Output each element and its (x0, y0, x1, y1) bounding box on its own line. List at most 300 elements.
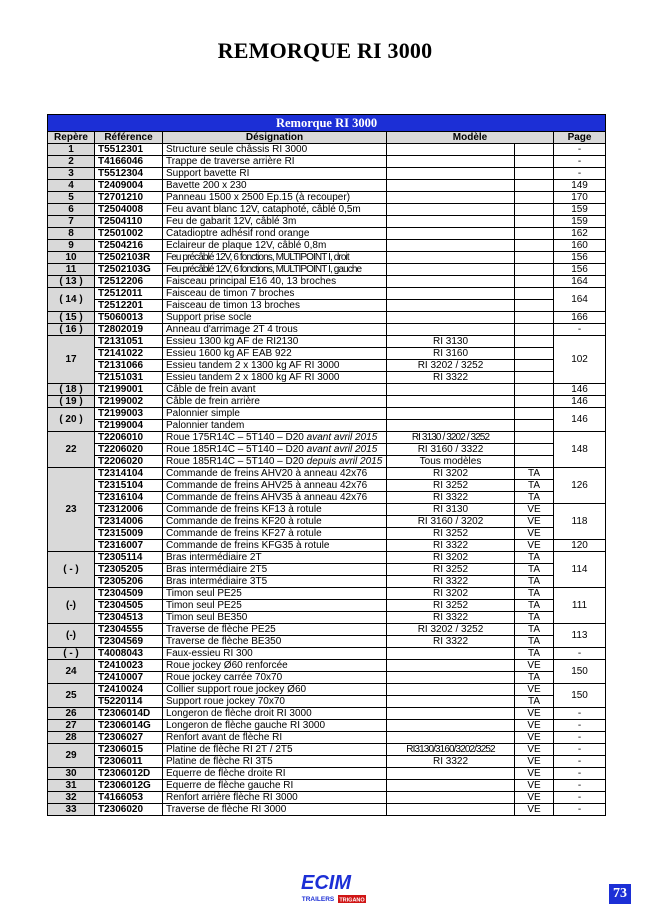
designation-text: Eclaireur de plaque 12V, câblé 0,8m (166, 240, 327, 251)
table-row (48, 516, 606, 528)
cell-reference: T5060013 (95, 312, 163, 324)
cell-variant (515, 264, 554, 276)
table-row (48, 456, 606, 468)
cell-reference: T2314006 (95, 516, 163, 528)
cell-page: - (554, 804, 606, 816)
cell-reference: T2504216 (95, 240, 163, 252)
designation-text: Equerre de flèche droite RI (166, 768, 286, 779)
designation-text: Bras intermédiaire 3T5 (166, 576, 268, 587)
designation-text: Panneau 1500 x 2500 Ep.15 (à recouper) (166, 192, 351, 203)
table-row (48, 252, 606, 264)
cell-variant: TA (515, 564, 554, 576)
cell-reference: T2304509 (95, 588, 163, 600)
cell-modele: RI 3252 (387, 600, 515, 612)
cell-reference: T2306012D (95, 768, 163, 780)
cell-variant (515, 192, 554, 204)
cell-variant: VE (515, 540, 554, 552)
cell-repere: 32 (48, 792, 95, 804)
cell-designation (163, 588, 387, 600)
cell-variant (515, 144, 554, 156)
cell-designation (163, 432, 387, 444)
cell-modele: RI 3322 (387, 540, 515, 552)
table-row (48, 624, 606, 636)
designation-text: Bras intermédiaire 2T5 (166, 564, 268, 575)
designation-text: Support prise socle (166, 312, 252, 323)
table-row (48, 780, 606, 792)
cell-designation (163, 468, 387, 480)
cell-repere: ( - ) (48, 648, 95, 660)
designation-text: Commande de freins AHV35 à anneau 42x76 (166, 492, 368, 503)
table-row (48, 444, 606, 456)
cell-variant (515, 240, 554, 252)
table-row (48, 192, 606, 204)
cell-page: - (554, 156, 606, 168)
cell-reference: T5512304 (95, 168, 163, 180)
cell-modele: RI 3322 (387, 636, 515, 648)
cell-page: 118 (554, 504, 606, 540)
cell-reference: T2504110 (95, 216, 163, 228)
cell-designation (163, 252, 387, 264)
cell-variant: VE (515, 684, 554, 696)
designation-text: Feu précâblé 12V, 6 fonctions, MULTIPOINT I, gauche (166, 264, 362, 275)
designation-text: Traverse de flèche RI 3000 (166, 804, 287, 815)
cell-page: 162 (554, 228, 606, 240)
designation-text: Commande de freins AHV20 à anneau 42x76 (166, 468, 368, 479)
cell-page: 120 (554, 540, 606, 552)
cell-variant: TA (515, 636, 554, 648)
cell-variant: VE (515, 744, 554, 756)
cell-variant (515, 300, 554, 312)
designation-text: Bavette 200 x 230 (166, 180, 247, 191)
cell-repere: 2 (48, 156, 95, 168)
cell-variant: TA (515, 576, 554, 588)
cell-designation (163, 300, 387, 312)
cell-designation (163, 372, 387, 384)
cell-modele: RI 3322 (387, 756, 515, 768)
cell-designation (163, 456, 387, 468)
cell-variant (515, 180, 554, 192)
table-row (48, 564, 606, 576)
header-page: Page (554, 132, 606, 144)
cell-variant (515, 432, 554, 444)
designation-text: Roue 185R14C – 5T140 – D20 (166, 456, 307, 467)
cell-reference: T2306014D (95, 708, 163, 720)
cell-repere: ( 16 ) (48, 324, 95, 336)
cell-page: 150 (554, 660, 606, 684)
cell-designation (163, 348, 387, 360)
cell-variant (515, 324, 554, 336)
cell-reference: T2305205 (95, 564, 163, 576)
table-row (48, 396, 606, 408)
cell-reference: T2315009 (95, 528, 163, 540)
cell-designation (163, 708, 387, 720)
cell-variant (515, 444, 554, 456)
table-row (48, 492, 606, 504)
designation-text: Câble de frein arrière (166, 396, 260, 407)
cell-repere: 24 (48, 660, 95, 684)
cell-repere: 33 (48, 804, 95, 816)
table-body (48, 144, 606, 816)
designation-text: Traverse de flèche PE25 (166, 624, 276, 635)
designation-note: avant avril 2015 (306, 432, 378, 443)
designation-text: Traverse de flèche BE350 (166, 636, 282, 647)
cell-designation (163, 564, 387, 576)
cell-modele (387, 684, 515, 696)
table-row (48, 552, 606, 564)
table-row (48, 480, 606, 492)
table-row (48, 276, 606, 288)
table-row (48, 288, 606, 300)
cell-page: 156 (554, 264, 606, 276)
cell-reference: T2410024 (95, 684, 163, 696)
cell-reference: T2410007 (95, 672, 163, 684)
cell-modele (387, 204, 515, 216)
designation-text: Timon seul PE25 (166, 588, 242, 599)
page-number: 73 (609, 884, 631, 904)
designation-text: Structure seule châssis RI 3000 (166, 144, 308, 155)
table-row (48, 348, 606, 360)
cell-designation (163, 744, 387, 756)
designation-text: Commande de freins KF13 à rotule (166, 504, 322, 515)
cell-reference: T2199002 (95, 396, 163, 408)
cell-designation (163, 216, 387, 228)
cell-reference: T2206020 (95, 444, 163, 456)
cell-variant (515, 288, 554, 300)
designation-text: Commande de freins KFG35 à rotule (166, 540, 330, 551)
cell-variant: TA (515, 600, 554, 612)
cell-designation (163, 732, 387, 744)
cell-repere: 11 (48, 264, 95, 276)
cell-repere: ( - ) (48, 552, 95, 588)
cell-designation (163, 420, 387, 432)
page-title: REMORQUE RI 3000 (217, 38, 433, 63)
cell-modele (387, 720, 515, 732)
cell-modele (387, 708, 515, 720)
designation-text: Feu de gabarit 12V, câblé 3m (166, 216, 297, 227)
cell-repere: 7 (48, 216, 95, 228)
table-row (48, 708, 606, 720)
cell-modele: RI 3202 (387, 468, 515, 480)
cell-variant (515, 252, 554, 264)
cell-page: - (554, 324, 606, 336)
cell-modele: RI 3322 (387, 372, 515, 384)
cell-reference: T2199003 (95, 408, 163, 420)
cell-repere: 5 (48, 192, 95, 204)
cell-repere: 26 (48, 708, 95, 720)
cell-page: 102 (554, 336, 606, 384)
designation-text: Collier support roue jockey Ø60 (166, 684, 307, 695)
designation-text: Catadioptre adhésif rond orange (166, 228, 310, 239)
cell-modele (387, 300, 515, 312)
designation-text: Faisceau principal E16 40, 13 broches (166, 276, 337, 287)
table-row (48, 336, 606, 348)
cell-modele: Tous modèles (387, 456, 515, 468)
cell-reference: T2131051 (95, 336, 163, 348)
cell-modele: RI3130/3160/3202/3252 (387, 744, 515, 756)
cell-variant: VE (515, 756, 554, 768)
cell-repere: 8 (48, 228, 95, 240)
cell-designation (163, 636, 387, 648)
table-row (48, 468, 606, 480)
cell-designation (163, 204, 387, 216)
cell-variant: VE (515, 780, 554, 792)
cell-modele (387, 396, 515, 408)
table-row (48, 204, 606, 216)
cell-modele (387, 420, 515, 432)
cell-designation (163, 180, 387, 192)
cell-designation (163, 168, 387, 180)
cell-designation (163, 720, 387, 732)
cell-designation (163, 516, 387, 528)
cell-reference: T2315104 (95, 480, 163, 492)
logo-text: ECIM (301, 872, 351, 894)
cell-modele (387, 792, 515, 804)
cell-modele: RI 3252 (387, 564, 515, 576)
designation-note: depuis avril 2015 (306, 456, 383, 467)
cell-repere: (-) (48, 624, 95, 648)
designation-text: Feu avant blanc 12V, cataphoté, câblé 0,5m (166, 204, 361, 215)
cell-designation (163, 528, 387, 540)
cell-designation (163, 660, 387, 672)
cell-page: 159 (554, 216, 606, 228)
cell-repere: 4 (48, 180, 95, 192)
designation-text: Essieu 1300 kg AF de RI2130 (166, 336, 299, 347)
cell-repere: (-) (48, 588, 95, 624)
cell-modele (387, 228, 515, 240)
cell-reference: T2701210 (95, 192, 163, 204)
designation-text: Platine de flèche RI 3T5 (166, 756, 273, 767)
table-row (48, 300, 606, 312)
cell-variant: VE (515, 792, 554, 804)
cell-designation (163, 408, 387, 420)
cell-modele (387, 408, 515, 420)
cell-page: 146 (554, 396, 606, 408)
cell-page: - (554, 744, 606, 756)
cell-designation (163, 792, 387, 804)
table-row (48, 672, 606, 684)
cell-reference: T2512206 (95, 276, 163, 288)
table-row (48, 792, 606, 804)
logo-brand: TRIGANO (339, 897, 365, 904)
cell-page: - (554, 768, 606, 780)
cell-variant: TA (515, 672, 554, 684)
cell-designation (163, 336, 387, 348)
cell-repere: 29 (48, 744, 95, 768)
table-row (48, 576, 606, 588)
cell-variant: TA (515, 552, 554, 564)
cell-variant: TA (515, 588, 554, 600)
cell-repere: ( 14 ) (48, 288, 95, 312)
designation-text: Câble de frein avant (166, 384, 256, 395)
cell-page: 148 (554, 432, 606, 468)
cell-reference: T2501002 (95, 228, 163, 240)
cell-modele: RI 3252 (387, 528, 515, 540)
designation-text: Timon seul BE350 (166, 612, 248, 623)
cell-reference: T2306014G (95, 720, 163, 732)
cell-reference: T2199004 (95, 420, 163, 432)
cell-designation (163, 492, 387, 504)
cell-modele: RI 3322 (387, 492, 515, 504)
cell-variant: TA (515, 492, 554, 504)
cell-modele: RI 3130 / 3202 / 3252 (387, 432, 515, 444)
cell-page: 164 (554, 288, 606, 312)
cell-variant: TA (515, 480, 554, 492)
cell-page: 170 (554, 192, 606, 204)
cell-reference: T2306020 (95, 804, 163, 816)
parts-table (47, 114, 606, 816)
cell-page: 126 (554, 468, 606, 504)
cell-designation (163, 780, 387, 792)
cell-modele (387, 240, 515, 252)
cell-repere: ( 13 ) (48, 276, 95, 288)
designation-text: Faisceau de timon 7 broches (166, 288, 295, 299)
header-designation: Désignation (163, 132, 387, 144)
cell-designation (163, 360, 387, 372)
cell-modele (387, 252, 515, 264)
cell-modele (387, 648, 515, 660)
cell-repere: 22 (48, 432, 95, 468)
cell-designation (163, 672, 387, 684)
cell-designation (163, 240, 387, 252)
cell-reference: T2206020 (95, 456, 163, 468)
designation-text: Faux-essieu RI 300 (166, 648, 253, 659)
cell-variant (515, 372, 554, 384)
designation-text: Faisceau de timon 13 broches (166, 300, 300, 311)
cell-variant (515, 360, 554, 372)
cell-reference: T2306012G (95, 780, 163, 792)
cell-reference: T2304513 (95, 612, 163, 624)
table-row (48, 732, 606, 744)
cell-page: 114 (554, 552, 606, 588)
cell-modele (387, 804, 515, 816)
cell-modele (387, 780, 515, 792)
cell-modele: RI 3322 (387, 612, 515, 624)
cell-variant: VE (515, 768, 554, 780)
cell-designation (163, 156, 387, 168)
cell-page: 160 (554, 240, 606, 252)
cell-page: - (554, 732, 606, 744)
cell-repere: ( 15 ) (48, 312, 95, 324)
cell-page: 156 (554, 252, 606, 264)
table-row (48, 648, 606, 660)
cell-modele (387, 660, 515, 672)
cell-reference: T4008043 (95, 648, 163, 660)
cell-variant: VE (515, 720, 554, 732)
cell-designation (163, 804, 387, 816)
cell-modele: RI 3130 (387, 504, 515, 516)
cell-page: 150 (554, 684, 606, 708)
header-modele: Modèle (387, 132, 554, 144)
table-row (48, 372, 606, 384)
cell-reference: T2306015 (95, 744, 163, 756)
table-row (48, 696, 606, 708)
cell-designation (163, 600, 387, 612)
cell-repere: 30 (48, 768, 95, 780)
cell-modele (387, 276, 515, 288)
designation-text: Palonnier simple (166, 408, 240, 419)
cell-variant: TA (515, 468, 554, 480)
cell-modele: RI 3202 / 3252 (387, 360, 515, 372)
table-row (48, 312, 606, 324)
cell-reference: T2151031 (95, 372, 163, 384)
cell-reference: T2206010 (95, 432, 163, 444)
table-row (48, 180, 606, 192)
cell-reference: T2314104 (95, 468, 163, 480)
cell-repere: 28 (48, 732, 95, 744)
cell-repere: 31 (48, 780, 95, 792)
cell-designation (163, 288, 387, 300)
cell-designation (163, 192, 387, 204)
table-row (48, 144, 606, 156)
table-row (48, 420, 606, 432)
table-row (48, 216, 606, 228)
cell-reference: T2305114 (95, 552, 163, 564)
cell-reference: T2306011 (95, 756, 163, 768)
cell-page: 111 (554, 588, 606, 624)
cell-modele (387, 312, 515, 324)
cell-reference: T2504008 (95, 204, 163, 216)
cell-modele (387, 192, 515, 204)
cell-repere: 9 (48, 240, 95, 252)
cell-reference: T2410023 (95, 660, 163, 672)
cell-reference: T2305206 (95, 576, 163, 588)
cell-page: - (554, 648, 606, 660)
cell-repere: 10 (48, 252, 95, 264)
cell-variant: VE (515, 804, 554, 816)
table-row (48, 600, 606, 612)
cell-designation (163, 228, 387, 240)
designation-text: Renfort arrière flèche RI 3000 (166, 792, 298, 803)
cell-page: 113 (554, 624, 606, 648)
designation-text: Platine de flèche RI 2T / 2T5 (166, 744, 293, 755)
cell-modele (387, 672, 515, 684)
cell-modele: RI 3252 (387, 480, 515, 492)
cell-variant (515, 156, 554, 168)
designation-text: Roue 185R14C – 5T140 – D20 (166, 444, 307, 455)
cell-reference: T2502103G (95, 264, 163, 276)
designation-text: Commande de freins KF27 à rotule (166, 528, 322, 539)
cell-repere: 25 (48, 684, 95, 708)
cell-page: - (554, 708, 606, 720)
table-row (48, 636, 606, 648)
cell-reference: T4166053 (95, 792, 163, 804)
cell-modele (387, 768, 515, 780)
designation-text: Support bavette RI (166, 168, 250, 179)
cell-variant: TA (515, 696, 554, 708)
designation-text: Essieu 1600 kg AF EAB 922 (166, 348, 292, 359)
cell-page: 159 (554, 204, 606, 216)
cell-modele: RI 3160 / 3322 (387, 444, 515, 456)
designation-text: Timon seul PE25 (166, 600, 242, 611)
cell-variant (515, 216, 554, 228)
cell-modele (387, 180, 515, 192)
cell-page: - (554, 792, 606, 804)
cell-page: - (554, 168, 606, 180)
designation-text: Bras intermédiaire 2T (166, 552, 262, 563)
cell-reference: T2502103R (95, 252, 163, 264)
designation-text: Palonnier tandem (166, 420, 245, 431)
table-row (48, 528, 606, 540)
cell-modele (387, 324, 515, 336)
cell-variant: VE (515, 504, 554, 516)
cell-modele (387, 384, 515, 396)
cell-variant (515, 204, 554, 216)
designation-note: avant avril 2015 (306, 444, 378, 455)
designation-text: Essieu tandem 2 x 1800 kg AF RI 3000 (166, 372, 340, 383)
table-row (48, 804, 606, 816)
cell-reference: T5220114 (95, 696, 163, 708)
cell-reference: T2199001 (95, 384, 163, 396)
